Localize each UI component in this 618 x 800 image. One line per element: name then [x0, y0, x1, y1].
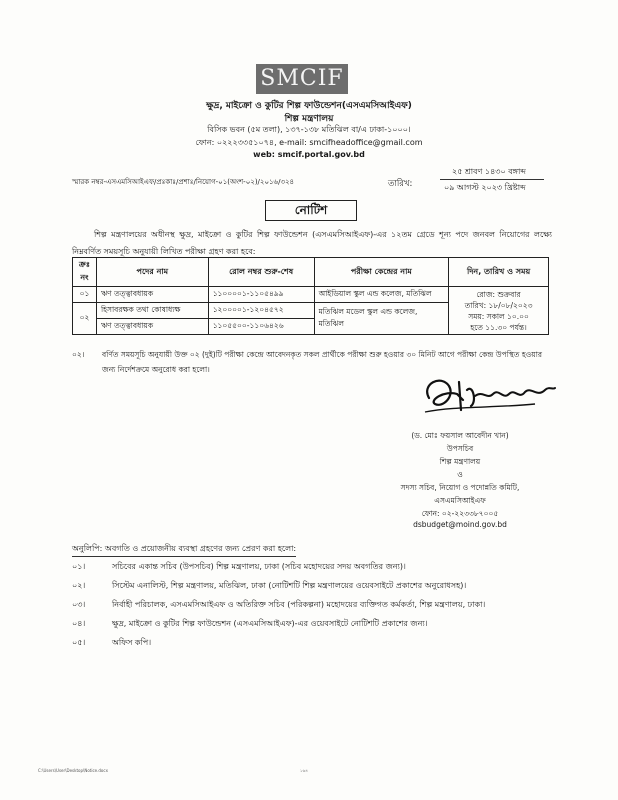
website: web: smcif.portal.gov.bd [253, 150, 365, 159]
copy-list [72, 560, 552, 655]
header-sl: ক্রঃ নং [73, 258, 97, 287]
footer-file-path: C:\Users\User\Desktop\Notice.docx [38, 768, 108, 773]
list-item [72, 617, 552, 630]
list-item-number: ০৪। [72, 619, 86, 628]
list-item [72, 579, 552, 592]
org-name: ক্ষুদ্র, মাইক্রো ও কুটির শিল্প ফাউন্ডেশন(এসএমসিআইএফ) [206, 101, 412, 111]
cell-post: ঋণ তত্ত্বাবধায়ক [96, 287, 208, 303]
signatory-name: (ড. মোঃ ফয়সাল আবেদীন খান) [411, 431, 509, 440]
paragraph-text: বর্ণিত সময়সূচি অনুযায়ী উক্ত ০২ (দুই)টি পরীক্ষা কেন্দ্রে আবেদনকৃত সকল প্রার্থীকে পরীক্ষা শুরু হওয়ার ৩০ মিনিট আগে পরীক্ষা কেন্দ্র উপস্থিত হওয়ার জন্য নির্দেশক্রমে অনুরোধ করা হলো। [102, 350, 542, 374]
phone-email: ফোন: ০২২২৩৩৫১০৭৪, e-mail: smcifheadoffice@gmail.com [195, 138, 423, 147]
list-item-text: অফিস কপি। [112, 638, 152, 647]
schedule-date: তারিখ: ১৮/০৮/২০২৩ [464, 300, 533, 310]
cell-roll: ১১০৫৫০০-১১০৬৪২৬ [208, 319, 314, 335]
cell-sl: ০১ [73, 287, 97, 303]
cell-centre: আইডিয়াল স্কুল এন্ড কলেজ, মতিঝিল [314, 287, 449, 303]
list-item [72, 560, 552, 573]
cell-roll: ১২০০০০১-১২০৪৫৭২ [208, 303, 314, 319]
date-english: ০৯ আগস্ট ২০২৩ খ্রিষ্টাব্দ [444, 183, 526, 192]
list-item-text: সিস্টেম এনালিস্ট, শিল্প মন্ত্রণালয়, মতিঝিল, ঢাকা (নোটিশটি শিল্প মন্ত্রণালয়ের ওয়েবসাইটে প্রকাশের অনুরোধসহ)। [112, 581, 467, 590]
address: বিসিক ভবন (৫ম তলা), ১৩৭-১৩৮ মতিঝিল বা/এ ঢাকা-১০০০। [207, 125, 411, 134]
paragraph-number: ০২। [72, 350, 85, 359]
header-post: পদের নাম [96, 258, 208, 287]
signatory-org: এসএমসিআইএফ [434, 496, 486, 505]
cell-post: হিসাবরক্ষক তথা কোষাধ্যক্ষ [96, 303, 208, 319]
list-item-number: ০১। [72, 562, 86, 571]
signatory-designation: উপসচিব [446, 444, 474, 453]
list-item-text: নির্বাহী পরিচালক, এসএমসিআইএফ ও অতিরিক্ত সচিব (পরিকল্পনা) মহোদয়ের ব্যক্তিগত কর্মকর্তা, শিল্প মন্ত্রণালয়, ঢাকা। [112, 600, 486, 609]
signatory-role: সদস্য সচিব, নিয়োগ ও পদোন্নতি কমিটি, [400, 483, 520, 492]
cell-schedule [449, 287, 549, 335]
list-item [72, 636, 552, 649]
header-schedule: দিন, তারিখ ও সময় [449, 258, 549, 287]
memo-number: স্মারক নম্বর-এসএমসিআইএফ/প্রঃকাঃ/প্রশাঃ/নিয়োগ-০১(অংশ-০২)/২০১৬/৩২৪ [72, 178, 295, 186]
cell-sl: ০২ [73, 303, 97, 335]
date-divider [440, 179, 544, 180]
schedule-time-start: সময়: সকাল ১০.০০ [468, 311, 529, 321]
date-label: তারিখ: [388, 179, 413, 189]
header-centre: পরীক্ষা কেন্দ্রের নাম [314, 258, 449, 287]
schedule-day: রোজ: শুক্রবার [476, 289, 521, 299]
footer-page-number: ১৬৪ [300, 768, 308, 773]
signatory-email: dsbudget@moind.gov.bd [413, 520, 507, 529]
signatory-phone: ফোন: ০২-২২৩৩৮৭০০৫ [421, 509, 499, 518]
list-item-text: সচিবের একান্ত সচিব (উপসচিব) শিল্প মন্ত্রণালয়, ঢাকা (সচিব মহোদয়ের সদয় অবগতির জন্য)। [112, 562, 406, 571]
cell-centre: মতিঝিল মডেল স্কুল এন্ড কলেজ, মতিঝিল [314, 303, 449, 335]
schedule-time-end: হতে ১১.৩০ পর্যন্ত। [470, 322, 527, 332]
list-item [72, 598, 552, 611]
list-item-number: ০৩। [72, 600, 86, 609]
signatory-and: ও [457, 470, 463, 479]
notice-intro: শিল্প মন্ত্রণালয়ের অধীনস্থ ক্ষুদ্র, মাইক্রো ও কুটির শিল্প ফাউন্ডেশন (এসএমসিআইএফ)-এর ১২তম গ্রেডে শূন্য পদে জনবল নিয়োগের লক্ষ্যে নিম্নবর্ণিত সময়সূচি অনুযায়ী লিখিত পরীক্ষা গ্রহণ করা হবে: [72, 230, 552, 256]
list-item-text: ক্ষুদ্র, মাইক্রো ও কুটির শিল্প ফাউন্ডেশন (এসএমসিআইএফ)-এর ওয়েবসাইটে নোটিশটি প্রকাশের জন্য। [112, 619, 428, 628]
header-roll: রোল নম্বর শুরু-শেষ [208, 258, 314, 287]
handwritten-signature [415, 360, 565, 430]
list-item-number: ০৫। [72, 638, 86, 647]
cell-roll: ১১০০০০১-১১০৫৪৯৯ [208, 287, 314, 303]
smcif-logo: SMCIF [256, 64, 348, 94]
cell-post: ঋণ তত্ত্বাবধায়ক [96, 319, 208, 335]
exam-schedule-table [72, 257, 549, 335]
table-header-row [73, 258, 549, 287]
notice-title: নোটিশ [265, 200, 357, 221]
copy-heading: অনুলিপি: অবগতি ও প্রয়োজনীয় ব্যবস্থা গ্রহণের জন্য প্রেরণ করা হলো: [72, 543, 296, 557]
ministry-name: শিল্প মন্ত্রণালয় [284, 114, 334, 124]
signatory-ministry: শিল্প মন্ত্রণালয় [439, 457, 481, 466]
date-bangla: ২৫ শ্রাবণ ১৪৩০ বঙ্গাব্দ [452, 167, 526, 176]
table-row [73, 287, 549, 303]
list-item-number: ০২। [72, 581, 86, 590]
